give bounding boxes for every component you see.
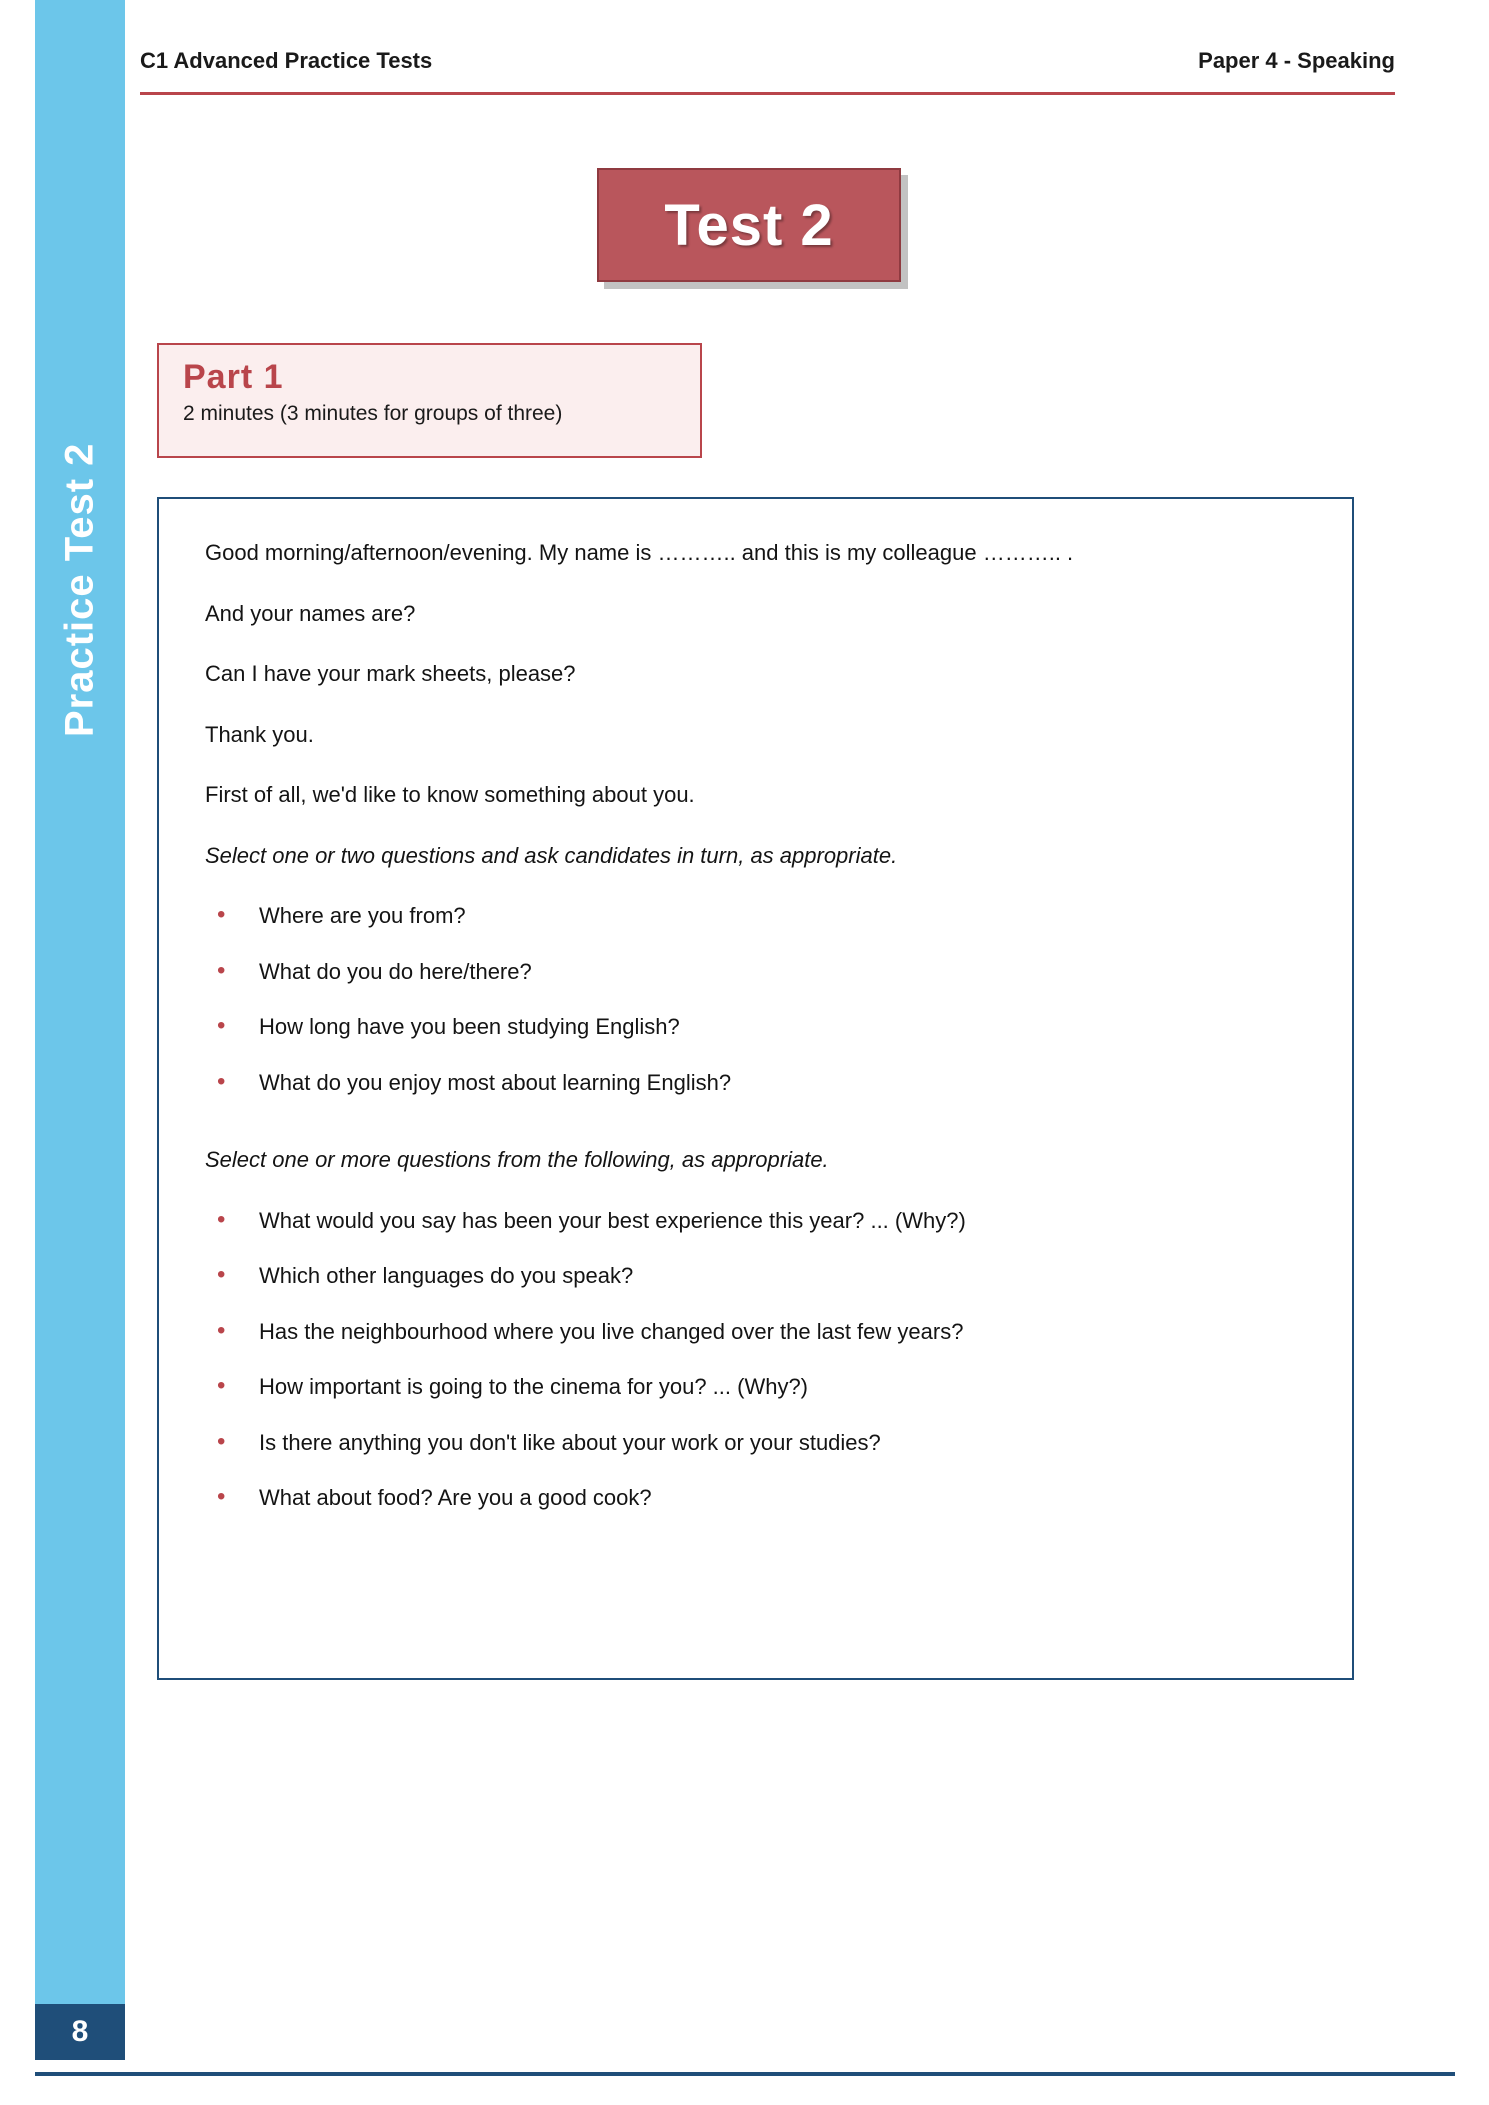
- header-left-title: C1 Advanced Practice Tests: [140, 48, 433, 73]
- list-item: • How long have you been studying English?: [205, 1013, 1306, 1041]
- intro-paragraph: And your names are?: [205, 600, 416, 626]
- list-item: • What would you say has been your best experience this year? ... (Why?): [205, 1207, 1306, 1235]
- list-item: • Which other languages do you speak?: [205, 1262, 1306, 1290]
- list-item: • How important is going to the cinema for you? ... (Why?): [205, 1373, 1306, 1401]
- list-item: • What about food? Are you a good cook?: [205, 1484, 1306, 1512]
- intro-paragraph: Good morning/afternoon/evening. My name is ……….. and this is my colleague ……….. .: [205, 540, 1074, 565]
- test-title-badge: [597, 168, 901, 282]
- running-header: [140, 48, 1395, 74]
- list-item: • Has the neighbourhood where you live changed over the last few years?: [205, 1318, 1306, 1346]
- intro-paragraph: First of all, we'd like to know something about you.: [205, 782, 695, 807]
- question-list-2: [205, 1207, 1306, 1512]
- list-item: • Where are you from?: [205, 902, 1306, 930]
- list-item: • Is there anything you don't like about your work or your studies?: [205, 1429, 1306, 1457]
- part-timing: 2 minutes (3 minutes for groups of three): [183, 402, 563, 426]
- header-divider: [140, 92, 1395, 95]
- test-title-label: Test 2: [664, 192, 834, 258]
- section-spacer: [205, 1124, 1306, 1146]
- part-heading-box: [157, 343, 702, 458]
- task-content-box: [157, 497, 1354, 1680]
- list-item: • What do you do here/there?: [205, 958, 1306, 986]
- instruction-line-2: Select one or more questions from the following, as appropriate.: [205, 1147, 829, 1172]
- part-title: Part 1: [183, 358, 284, 396]
- intro-paragraph: Thank you.: [205, 721, 314, 747]
- instruction-line-1: Select one or two questions and ask candidates in turn, as appropriate.: [205, 842, 898, 868]
- page-number-badge: 8: [35, 2004, 125, 2060]
- sidebar-vertical-label: Practice Test 2: [57, 442, 102, 738]
- sidebar-band: [35, 0, 125, 2020]
- intro-paragraph: Can I have your mark sheets, please?: [205, 661, 576, 686]
- list-item: • What do you enjoy most about learning English?: [205, 1069, 1306, 1097]
- header-right-title: Paper 4 - Speaking: [1198, 48, 1395, 73]
- footer-divider: [35, 2072, 1455, 2076]
- question-list-1: [205, 902, 1306, 1096]
